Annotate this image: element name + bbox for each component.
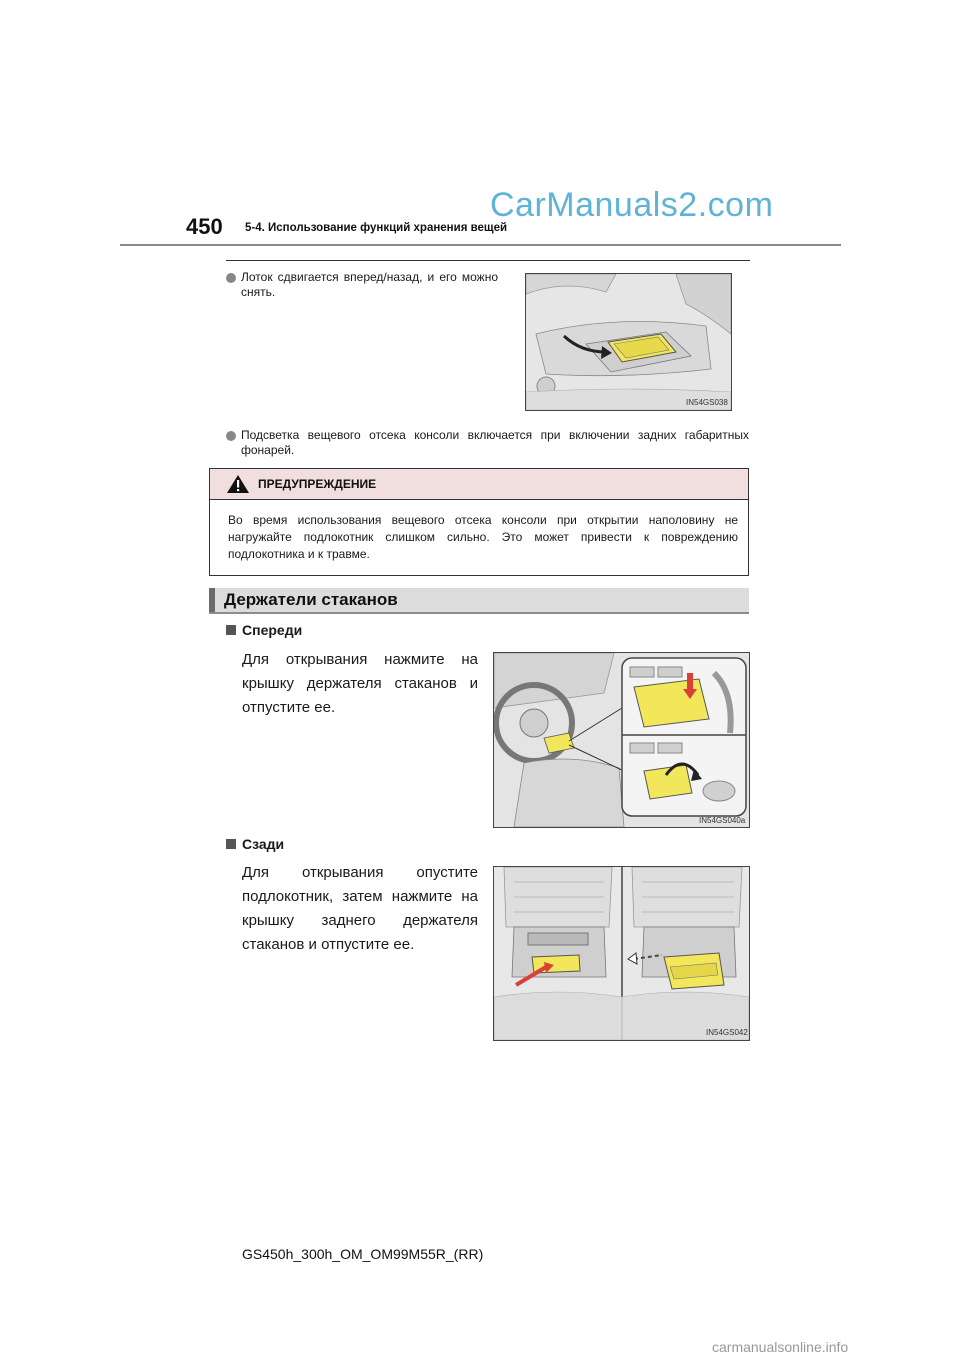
figure-console-tray [525,273,732,411]
square-bullet-icon [226,625,236,635]
subheading-rear-text: Сзади [242,836,285,852]
square-bullet-icon [226,839,236,849]
bullet-dot-icon [226,431,236,441]
subheading-front [226,622,302,638]
warning-text: Во время использования вещевого отсека консоли при открытии наполовину не нагружайте подлокотник слишком сильно. Это может привести к повреждению подлокотника и к травме. [228,513,738,561]
warning-header [210,469,748,500]
document-code: GS450h_300h_OM_OM99M55R_(RR) [242,1246,484,1262]
content-rule [226,260,750,261]
page-number: 450 [186,214,223,239]
warning-triangle-icon [226,474,250,494]
figure-code-1: IN54GS038 [686,398,728,407]
subheading-rear [226,836,284,852]
section-title: Держатели стаканов [224,590,398,609]
figure-front-cupholder [493,652,750,828]
rear-instructions: Для открывания опустите подлокотник, затем нажмите на крышку заднего держателя стаканов и отпустите ее. [242,864,478,953]
warning-title: ПРЕДУПРЕЖДЕНИЕ [258,477,377,491]
warning-box [209,468,749,576]
chapter-title: 5-4. Использование функций хранения вещей [245,222,508,234]
section-heading-band [209,588,749,614]
bullet-tray-text: Лоток сдвигается вперед/назад, и его можно снять. [241,270,498,299]
bullet-tray [226,270,498,300]
bullet-light-text: Подсветка вещевого отсека консоли включается при включении задних габаритных фонарей. [241,428,749,457]
figure-code-3: IN54GS042 [706,1028,748,1037]
header-rule [120,244,841,246]
figure-code-2: IN54GS040a [699,816,746,825]
front-instructions: Для открывания нажмите на крышку держателя стаканов и отпустите ее. [242,651,478,716]
bullet-dot-icon [226,273,236,283]
section-marker [209,588,215,612]
subheading-front-text: Спереди [242,622,303,638]
watermark-bottom: carmanualsonline.info [712,1339,849,1355]
watermark-top: CarManuals2.com [490,186,774,224]
bullet-light [226,428,749,458]
figure-rear-cupholder [493,866,750,1041]
